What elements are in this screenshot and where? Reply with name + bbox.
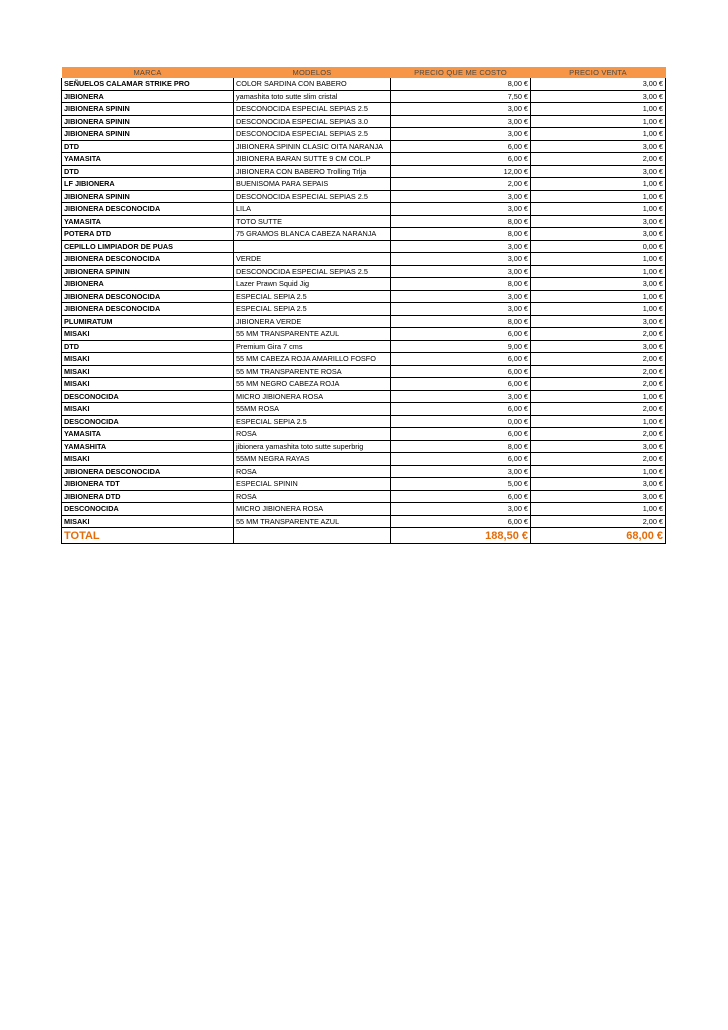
table-row [62, 78, 666, 90]
cell-marca: JIBIONERA [62, 90, 234, 103]
cell-costo: 6,00 € [391, 353, 531, 366]
table-row [62, 490, 666, 503]
cell-modelo: ESPECIAL SEPIA 2.5 [234, 290, 391, 303]
table-row [62, 178, 666, 191]
table-row [62, 403, 666, 416]
cell-costo: 3,00 € [391, 240, 531, 253]
cell-modelo: VERDE [234, 253, 391, 266]
cell-venta: 2,00 € [531, 353, 666, 366]
table-row [62, 90, 666, 103]
cell-modelo: ESPECIAL SEPIA 2.5 [234, 415, 391, 428]
cell-venta: 1,00 € [531, 178, 666, 191]
table-row [62, 228, 666, 241]
cell-modelo: jibionera yamashita toto sutte superbrig [234, 440, 391, 453]
cell-marca: JIBIONERA SPININ [62, 115, 234, 128]
table-row [62, 515, 666, 528]
cell-marca: JIBIONERA SPININ [62, 190, 234, 203]
cell-modelo: DESCONOCIDA ESPECIAL SEPIAS 2.5 [234, 128, 391, 141]
cell-marca: JIBIONERA DESCONOCIDA [62, 465, 234, 478]
cell-venta: 1,00 € [531, 303, 666, 316]
cell-modelo: DESCONOCIDA ESPECIAL SEPIAS 3.0 [234, 115, 391, 128]
table-row [62, 315, 666, 328]
cell-venta: 2,00 € [531, 515, 666, 528]
table-row [62, 103, 666, 116]
cell-marca: MISAKI [62, 403, 234, 416]
cell-modelo: ESPECIAL SPININ [234, 478, 391, 491]
cell-costo: 3,00 € [391, 115, 531, 128]
cell-venta: 1,00 € [531, 390, 666, 403]
cell-venta: 2,00 € [531, 378, 666, 391]
cell-modelo: DESCONOCIDA ESPECIAL SEPIAS 2.5 [234, 190, 391, 203]
table-row [62, 328, 666, 341]
total-label: TOTAL [62, 528, 234, 544]
cell-marca: JIBIONERA DESCONOCIDA [62, 203, 234, 216]
cell-costo: 8,00 € [391, 315, 531, 328]
cell-modelo: DESCONOCIDA ESPECIAL SEPIAS 2.5 [234, 265, 391, 278]
table-row [62, 428, 666, 441]
cell-costo: 3,00 € [391, 265, 531, 278]
cell-venta: 1,00 € [531, 103, 666, 116]
cell-modelo: yamashita toto sutte slim cristal [234, 90, 391, 103]
cell-venta: 3,00 € [531, 165, 666, 178]
table-row [62, 290, 666, 303]
cell-venta: 1,00 € [531, 115, 666, 128]
cell-venta: 3,00 € [531, 228, 666, 241]
cell-marca: YAMASITA [62, 428, 234, 441]
cell-marca: JIBIONERA SPININ [62, 103, 234, 116]
cell-costo: 0,00 € [391, 415, 531, 428]
cell-marca: DESCONOCIDA [62, 503, 234, 516]
cell-venta: 2,00 € [531, 328, 666, 341]
cell-modelo: COLOR SARDINA CON BABERO [234, 78, 391, 90]
cell-modelo: LILA [234, 203, 391, 216]
cell-costo: 6,00 € [391, 515, 531, 528]
cell-costo: 12,00 € [391, 165, 531, 178]
cell-venta: 3,00 € [531, 440, 666, 453]
table-row [62, 378, 666, 391]
cell-venta: 2,00 € [531, 365, 666, 378]
cell-modelo: ROSA [234, 490, 391, 503]
table-row [62, 478, 666, 491]
cell-costo: 5,00 € [391, 478, 531, 491]
table-row [62, 453, 666, 466]
cell-costo: 8,00 € [391, 228, 531, 241]
header-row [62, 67, 666, 78]
cell-costo: 6,00 € [391, 140, 531, 153]
cell-venta: 3,00 € [531, 478, 666, 491]
table-row [62, 253, 666, 266]
cell-venta: 1,00 € [531, 128, 666, 141]
table-row [62, 140, 666, 153]
header-precio-venta: PRECIO VENTA [531, 67, 666, 78]
cell-marca: DTD [62, 140, 234, 153]
cell-costo: 9,00 € [391, 340, 531, 353]
table-row [62, 278, 666, 291]
cell-venta: 3,00 € [531, 78, 666, 90]
table-row [62, 153, 666, 166]
cell-modelo: MICRO JIBIONERA ROSA [234, 503, 391, 516]
table-row [62, 303, 666, 316]
header-precio-costo: PRECIO QUE ME COSTO [391, 67, 531, 78]
cell-marca: JIBIONERA DESCONOCIDA [62, 303, 234, 316]
cell-marca: SEÑUELOS CALAMAR STRIKE PRO [62, 78, 234, 90]
table-row [62, 503, 666, 516]
total-row [62, 528, 666, 544]
price-sheet [61, 67, 665, 544]
price-table [61, 67, 666, 544]
cell-modelo: 55 MM CABEZA ROJA AMARILLO FOSFO [234, 353, 391, 366]
cell-modelo: JIBIONERA BARAN SUTTE 9 CM COL.P [234, 153, 391, 166]
cell-costo: 8,00 € [391, 78, 531, 90]
table-row [62, 128, 666, 141]
cell-marca: DESCONOCIDA [62, 415, 234, 428]
cell-modelo: ROSA [234, 428, 391, 441]
cell-venta: 2,00 € [531, 403, 666, 416]
table-row [62, 465, 666, 478]
cell-modelo: 55MM ROSA [234, 403, 391, 416]
cell-venta: 3,00 € [531, 215, 666, 228]
cell-costo: 3,00 € [391, 190, 531, 203]
cell-marca: JIBIONERA [62, 278, 234, 291]
table-row [62, 265, 666, 278]
header-modelos: MODELOS [234, 67, 391, 78]
cell-costo: 6,00 € [391, 428, 531, 441]
cell-venta: 1,00 € [531, 203, 666, 216]
cell-marca: DTD [62, 340, 234, 353]
cell-venta: 3,00 € [531, 340, 666, 353]
cell-venta: 1,00 € [531, 503, 666, 516]
total-venta: 68,00 € [531, 528, 666, 544]
table-row [62, 440, 666, 453]
cell-marca: MISAKI [62, 515, 234, 528]
cell-costo: 3,00 € [391, 390, 531, 403]
cell-costo: 3,00 € [391, 103, 531, 116]
cell-modelo [234, 240, 391, 253]
table-row [62, 415, 666, 428]
cell-marca: JIBIONERA DESCONOCIDA [62, 253, 234, 266]
cell-modelo: JIBIONERA SPININ CLASIC OITA NARANJA [234, 140, 391, 153]
cell-costo: 6,00 € [391, 328, 531, 341]
cell-marca: YAMASHITA [62, 440, 234, 453]
cell-venta: 3,00 € [531, 315, 666, 328]
cell-costo: 6,00 € [391, 403, 531, 416]
cell-costo: 3,00 € [391, 203, 531, 216]
cell-costo: 3,00 € [391, 465, 531, 478]
cell-modelo: Premium Gira 7 cms [234, 340, 391, 353]
cell-marca: JIBIONERA TDT [62, 478, 234, 491]
table-row [62, 353, 666, 366]
cell-modelo: DESCONOCIDA ESPECIAL SEPIAS 2.5 [234, 103, 391, 116]
cell-venta: 1,00 € [531, 253, 666, 266]
cell-venta: 3,00 € [531, 278, 666, 291]
cell-modelo: 55MM NEGRA RAYAS [234, 453, 391, 466]
table-row [62, 190, 666, 203]
cell-modelo: TOTO SUTTE [234, 215, 391, 228]
cell-venta: 1,00 € [531, 290, 666, 303]
cell-modelo: 55 MM TRANSPARENTE AZUL [234, 328, 391, 341]
cell-costo: 3,00 € [391, 503, 531, 516]
table-row [62, 365, 666, 378]
cell-modelo: JIBIONERA VERDE [234, 315, 391, 328]
cell-marca: MISAKI [62, 328, 234, 341]
cell-marca: PLUMIRATUM [62, 315, 234, 328]
cell-modelo: 55 MM TRANSPARENTE ROSA [234, 365, 391, 378]
cell-costo: 3,00 € [391, 303, 531, 316]
cell-marca: POTERA DTD [62, 228, 234, 241]
cell-modelo: MICRO JIBIONERA ROSA [234, 390, 391, 403]
cell-costo: 8,00 € [391, 215, 531, 228]
cell-costo: 3,00 € [391, 128, 531, 141]
cell-marca: MISAKI [62, 365, 234, 378]
cell-costo: 6,00 € [391, 453, 531, 466]
cell-marca: JIBIONERA SPININ [62, 265, 234, 278]
header-marca: MARCA [62, 67, 234, 78]
cell-modelo: JIBIONERA CON BABERO Trolling Trlja [234, 165, 391, 178]
cell-costo: 7,50 € [391, 90, 531, 103]
cell-marca: LF JIBIONERA [62, 178, 234, 191]
cell-modelo: Lazer Prawn Squid Jig [234, 278, 391, 291]
table-row [62, 215, 666, 228]
cell-venta: 2,00 € [531, 453, 666, 466]
cell-venta: 1,00 € [531, 415, 666, 428]
cell-marca: JIBIONERA DESCONOCIDA [62, 290, 234, 303]
cell-marca: JIBIONERA SPININ [62, 128, 234, 141]
cell-modelo: ROSA [234, 465, 391, 478]
total-costo: 188,50 € [391, 528, 531, 544]
cell-venta: 3,00 € [531, 90, 666, 103]
cell-costo: 2,00 € [391, 178, 531, 191]
table-row [62, 165, 666, 178]
cell-marca: JIBIONERA DTD [62, 490, 234, 503]
cell-venta: 2,00 € [531, 428, 666, 441]
cell-venta: 3,00 € [531, 140, 666, 153]
cell-marca: MISAKI [62, 453, 234, 466]
cell-modelo: BUENISOMA PARA SEPAIS [234, 178, 391, 191]
cell-costo: 8,00 € [391, 440, 531, 453]
cell-marca: DESCONOCIDA [62, 390, 234, 403]
total-empty-cell [234, 528, 391, 544]
cell-marca: MISAKI [62, 378, 234, 391]
cell-modelo: 75 GRAMOS BLANCA CABEZA NARANJA [234, 228, 391, 241]
cell-marca: MISAKI [62, 353, 234, 366]
cell-costo: 8,00 € [391, 278, 531, 291]
cell-modelo: 55 MM NEGRO CABEZA ROJA [234, 378, 391, 391]
cell-costo: 3,00 € [391, 290, 531, 303]
cell-marca: YAMASITA [62, 153, 234, 166]
cell-marca: DTD [62, 165, 234, 178]
cell-venta: 1,00 € [531, 465, 666, 478]
table-row [62, 115, 666, 128]
cell-costo: 6,00 € [391, 378, 531, 391]
cell-costo: 6,00 € [391, 153, 531, 166]
cell-modelo: ESPECIAL SEPIA 2.5 [234, 303, 391, 316]
table-row [62, 390, 666, 403]
table-row [62, 240, 666, 253]
cell-venta: 2,00 € [531, 153, 666, 166]
cell-venta: 1,00 € [531, 190, 666, 203]
cell-venta: 3,00 € [531, 490, 666, 503]
cell-costo: 6,00 € [391, 365, 531, 378]
cell-costo: 3,00 € [391, 253, 531, 266]
cell-marca: YAMASITA [62, 215, 234, 228]
table-row [62, 203, 666, 216]
cell-venta: 1,00 € [531, 265, 666, 278]
cell-marca: CEPILLO LIMPIADOR DE PUAS [62, 240, 234, 253]
cell-costo: 6,00 € [391, 490, 531, 503]
cell-venta: 0,00 € [531, 240, 666, 253]
cell-modelo: 55 MM TRANSPARENTE AZUL [234, 515, 391, 528]
table-row [62, 340, 666, 353]
